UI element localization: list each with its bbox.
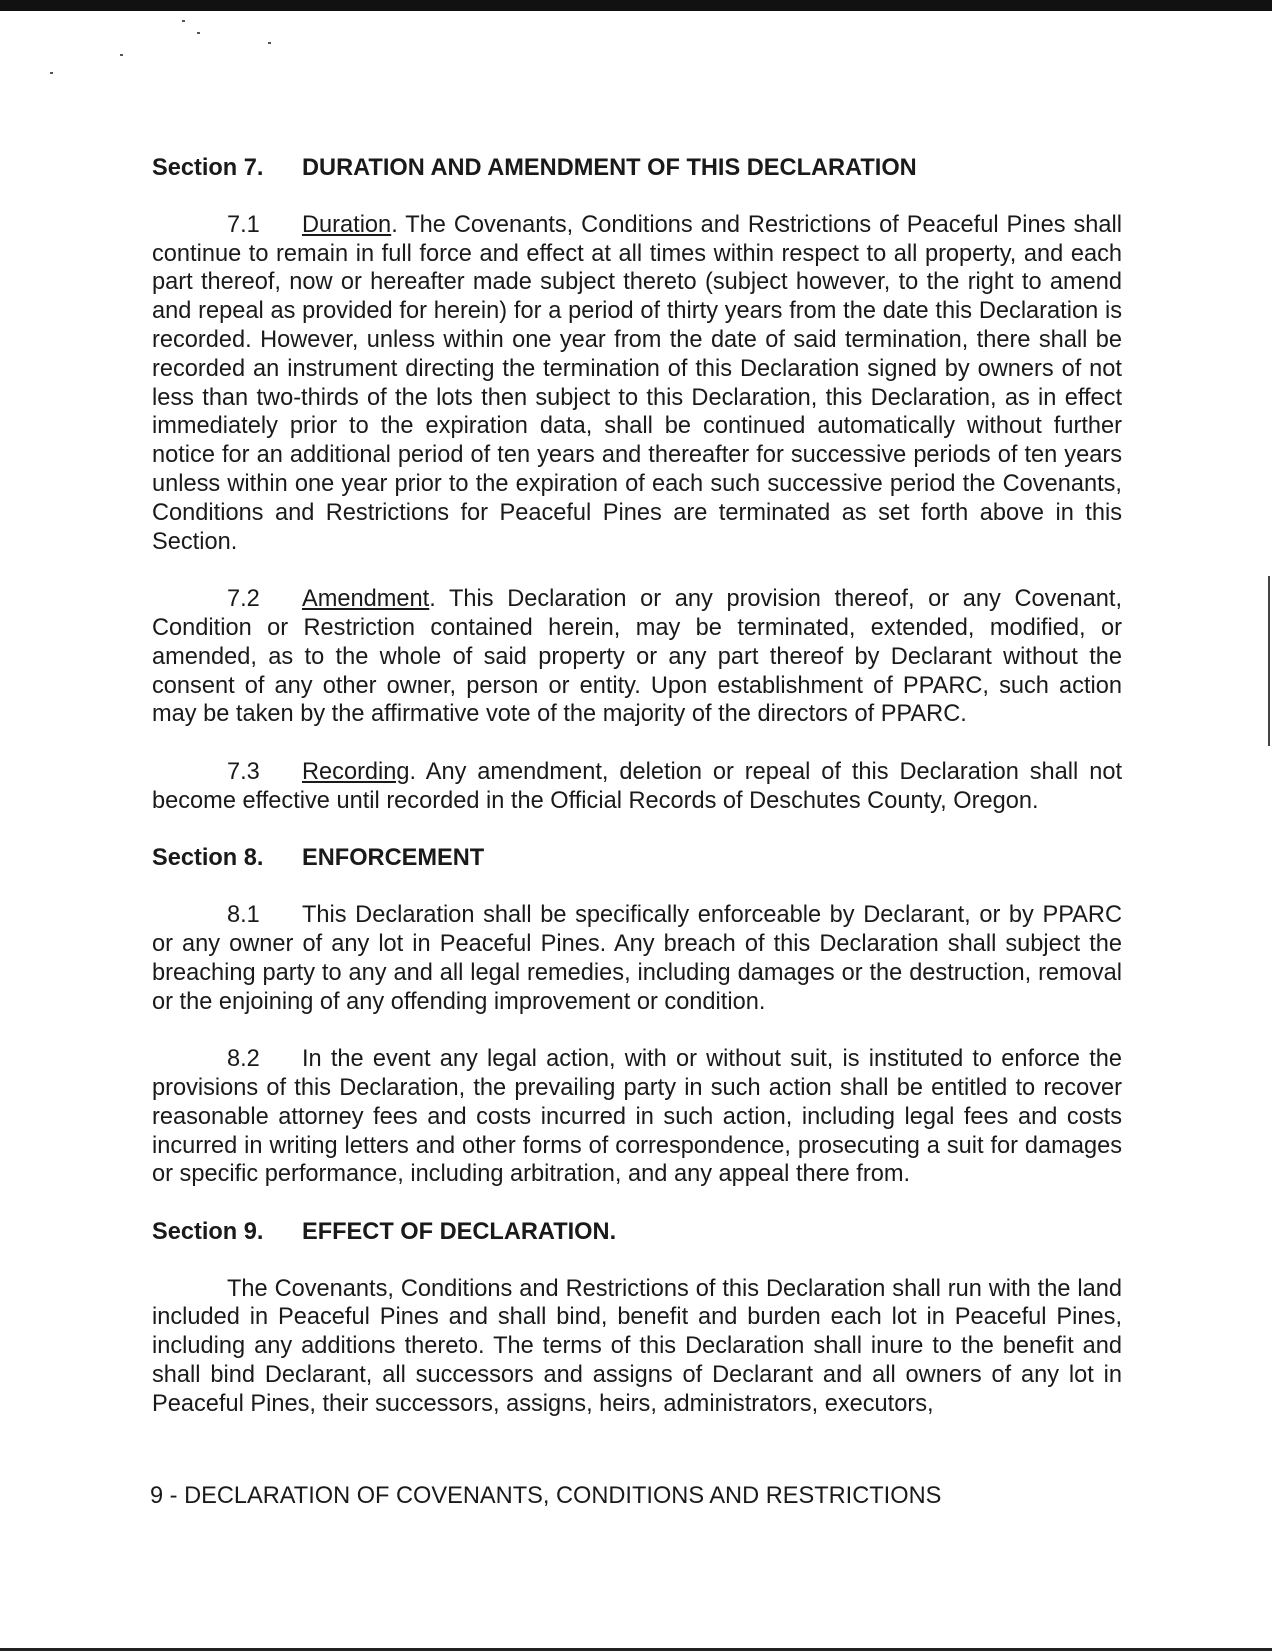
section-8-title: ENFORCEMENT <box>302 845 485 872</box>
paragraph-7-2-text: . This Declaration or any provision thereof, or any Covenant, Condition or Restriction contained herein, may be terminated, extended, modified, or amended, as to the whole of said property or any part thereof by Declarant without the consent of any other owner, person or entity. Upon establishment of PPARC, such action may be taken by the affirmative vote of the majority of the directors of PPARC. <box>152 586 1122 728</box>
paragraph-7-3-number: 7.3 <box>227 758 260 785</box>
paragraph-7-3 <box>152 758 1122 816</box>
section-7-number: Section 7. <box>152 155 264 181</box>
section-7-title: DURATION AND AMENDMENT OF THIS DECLARATION <box>302 155 917 181</box>
paragraph-7-1-caption: Duration <box>302 211 392 238</box>
section-7-heading <box>152 154 1122 183</box>
paragraph-7-3-caption: Recording <box>302 758 410 785</box>
document-page <box>152 154 1122 1447</box>
paragraph-7-1-number: 7.1 <box>227 211 260 238</box>
paragraph-7-2-caption: Amendment <box>302 586 430 613</box>
paragraph-8-1-number: 8.1 <box>227 902 260 929</box>
paragraph-9-1-text: The Covenants, Conditions and Restrictions of this Declaration shall run with the land included in Peaceful Pines and shall bind, benefit and burden each lot in Peaceful Pines, including any additions thereto. The terms of this Declaration shall inure to the benefit and shall bind Declarant, all successors and assigns of Declarant and all owners of any lot in Peaceful Pines, their successors, assigns, heirs, administrators, executors, <box>152 1275 1122 1417</box>
paragraph-7-1 <box>152 211 1122 557</box>
paragraph-7-2 <box>152 585 1122 729</box>
paragraph-8-1-text: This Declaration shall be specifically enforceable by Declarant, or by PPARC or any owner of any lot in Peaceful Pines. Any breach of this Declaration shall subject the breaching party to any and all legal remedies, including damages or the destruction, removal or the enjoining of any offending improvement or condition. <box>152 902 1122 1015</box>
paragraph-8-2 <box>152 1045 1122 1189</box>
scan-speck <box>120 54 123 56</box>
scan-speck <box>268 42 271 44</box>
scan-speck <box>197 32 200 34</box>
page-footer: 9 - DECLARATION OF COVENANTS, CONDITIONS AND RESTRICTIONS <box>150 1483 942 1509</box>
paragraph-7-2-number: 7.2 <box>227 586 260 613</box>
section-9-title: EFFECT OF DECLARATION. <box>302 1218 617 1245</box>
paragraph-8-2-text: In the event any legal action, with or without suit, is instituted to enforce the provisions of this Declaration, the prevailing party in such action shall be entitled to recover reasonable attorney fees and costs incurred in such action, including legal fees and costs incurred in writing letters and other forms of correspondence, prosecuting a suit for damages or specific performance, including arbitration, and any appeal there from. <box>152 1046 1122 1188</box>
paragraph-8-2-number: 8.2 <box>227 1046 260 1073</box>
scan-speck <box>50 72 53 74</box>
paragraph-9-1 <box>152 1275 1122 1419</box>
section-9-number: Section 9. <box>152 1218 264 1245</box>
section-8-number: Section 8. <box>152 845 264 872</box>
scan-right-margin-mark <box>1268 576 1270 746</box>
scan-speck <box>182 20 185 22</box>
paragraph-7-3-text: . Any amendment, deletion or repeal of this Declaration shall not become effective until recorded in the Official Records of Deschutes County, Oregon. <box>152 758 1122 814</box>
section-8-heading <box>152 844 1122 873</box>
section-9-heading <box>152 1218 1122 1247</box>
paragraph-8-1 <box>152 901 1122 1016</box>
scan-top-edge <box>0 0 1272 11</box>
paragraph-7-1-text: . The Covenants, Conditions and Restrictions of Peaceful Pines shall continue to remain in full force and effect at all times within respect to all property, and each part thereof, now or hereafter made subject thereto (subject however, to the right to amend and repeal as provided for herein) for a period of thirty years from the date this Declaration is recorded. However, unless within one year from the date of said termination, there shall be recorded an instrument directing the termination of this Declaration signed by owners of not less than two-thirds of the lots then subject to this Declaration, this Declaration, as in effect immediately prior to the expiration data, shall be continued automatically without further notice for an additional period of ten years and thereafter for successive periods of ten years unless within one year prior to the expiration of each such successive period the Covenants, Conditions and Restrictions for Peaceful Pines are terminated as set forth above in this Section. <box>152 211 1122 555</box>
